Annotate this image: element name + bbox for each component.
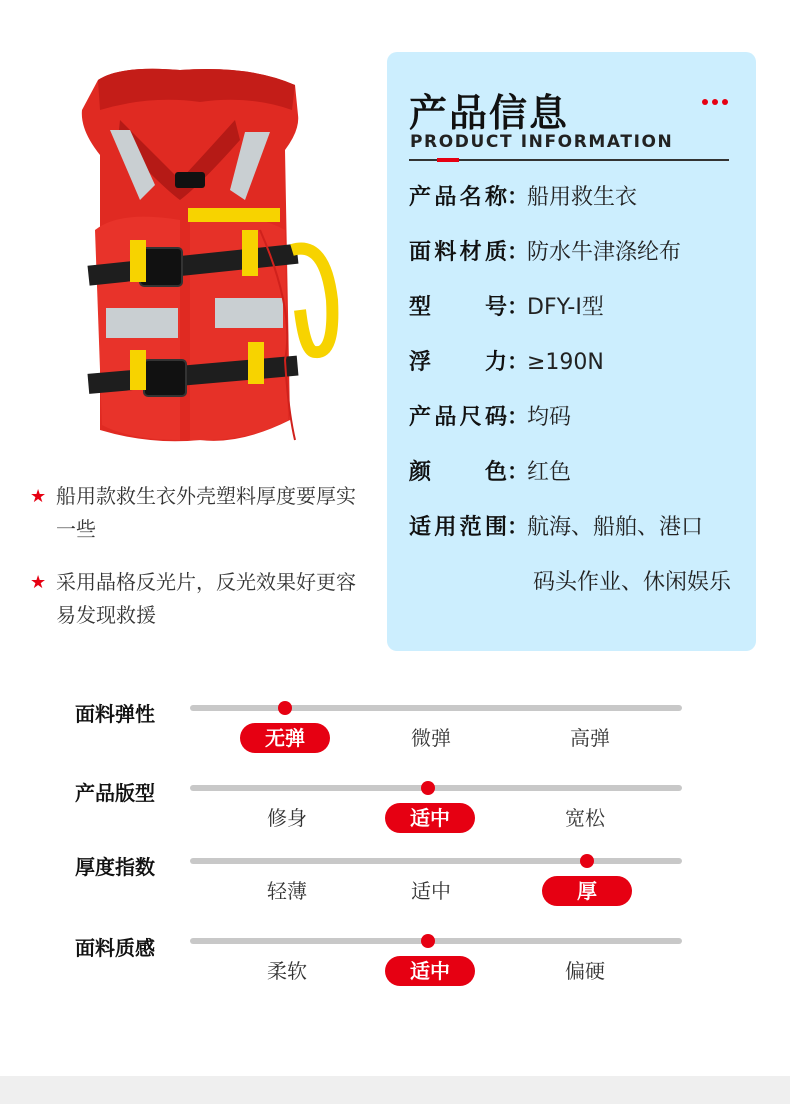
info-label: 产品尺码 xyxy=(409,405,507,430)
info-row xyxy=(409,345,604,376)
info-subtitle: PRODUCT INFORMATION xyxy=(410,132,674,152)
info-value: 均码 xyxy=(527,405,572,430)
bottom-divider xyxy=(0,1076,790,1104)
rating-option: 修身 xyxy=(267,806,307,830)
info-row xyxy=(409,400,571,431)
info-colon: ： xyxy=(507,405,530,430)
rating-marker xyxy=(580,854,594,868)
feature-text: 采用晶格反光片，反光效果好更容易发现救援 xyxy=(56,570,356,627)
info-label: 产品名称 xyxy=(409,185,507,210)
info-title: 产品信息 xyxy=(409,91,570,135)
rating-option: 微弹 xyxy=(411,726,451,750)
info-row xyxy=(409,455,571,486)
info-label: 浮力 xyxy=(409,350,507,375)
info-row xyxy=(409,290,604,321)
info-label: 适用范围 xyxy=(409,515,507,540)
info-colon: ： xyxy=(507,350,530,375)
rating-track xyxy=(190,785,682,791)
info-colon: ： xyxy=(507,460,530,485)
rating-option: 偏硬 xyxy=(565,959,605,983)
rating-option: 高弹 xyxy=(570,726,610,750)
info-row xyxy=(409,180,637,211)
rating-label: 厚度指数 xyxy=(75,855,155,879)
info-label: 型号 xyxy=(409,295,507,320)
info-colon: ： xyxy=(507,240,530,265)
info-value: ≥190N xyxy=(527,350,604,375)
info-value: DFY-I型 xyxy=(527,295,604,320)
rating-scales xyxy=(0,690,790,1020)
rating-label: 面料质感 xyxy=(75,936,155,960)
info-colon: ： xyxy=(507,515,530,540)
feature-text: 船用款救生衣外壳塑料厚度要厚实一些 xyxy=(56,484,356,541)
info-label: 颜色 xyxy=(409,460,507,485)
info-colon: ： xyxy=(507,295,530,320)
rating-option: 柔软 xyxy=(267,959,307,983)
rating-option: 无弹 xyxy=(240,723,330,753)
life-vest-image xyxy=(60,60,350,460)
info-value: 船用救生衣 xyxy=(527,185,638,210)
info-colon: ： xyxy=(507,185,530,210)
dots-icon xyxy=(698,90,728,109)
info-value: 红色 xyxy=(527,460,572,485)
rating-option: 适中 xyxy=(385,956,475,986)
info-row xyxy=(409,235,681,266)
rating-track xyxy=(190,858,682,864)
rating-label: 产品版型 xyxy=(75,781,155,805)
rating-option: 适中 xyxy=(385,803,475,833)
info-value: 航海、船舶、港口 xyxy=(527,515,704,540)
rating-marker xyxy=(278,701,292,715)
star-icon: ★ xyxy=(30,572,47,593)
info-label: 面料材质 xyxy=(409,240,507,265)
rating-track xyxy=(190,705,682,711)
feature-item xyxy=(30,480,360,546)
rating-marker xyxy=(421,781,435,795)
divider-accent xyxy=(437,158,459,162)
rating-marker xyxy=(421,934,435,948)
info-value: 防水牛津涤纶布 xyxy=(527,240,682,265)
rating-option: 厚 xyxy=(542,876,632,906)
rating-option: 适中 xyxy=(411,879,451,903)
product-info-card xyxy=(387,52,756,651)
info-value-continuation: 码头作业、休闲娱乐 xyxy=(533,570,732,595)
feature-item xyxy=(30,566,360,632)
star-icon: ★ xyxy=(30,486,47,507)
rating-option: 宽松 xyxy=(565,806,605,830)
rating-option: 轻薄 xyxy=(267,879,307,903)
rating-label: 面料弹性 xyxy=(75,702,155,726)
info-row xyxy=(409,510,703,541)
feature-list xyxy=(30,480,360,652)
product-photo xyxy=(60,60,350,460)
rating-track xyxy=(190,938,682,944)
